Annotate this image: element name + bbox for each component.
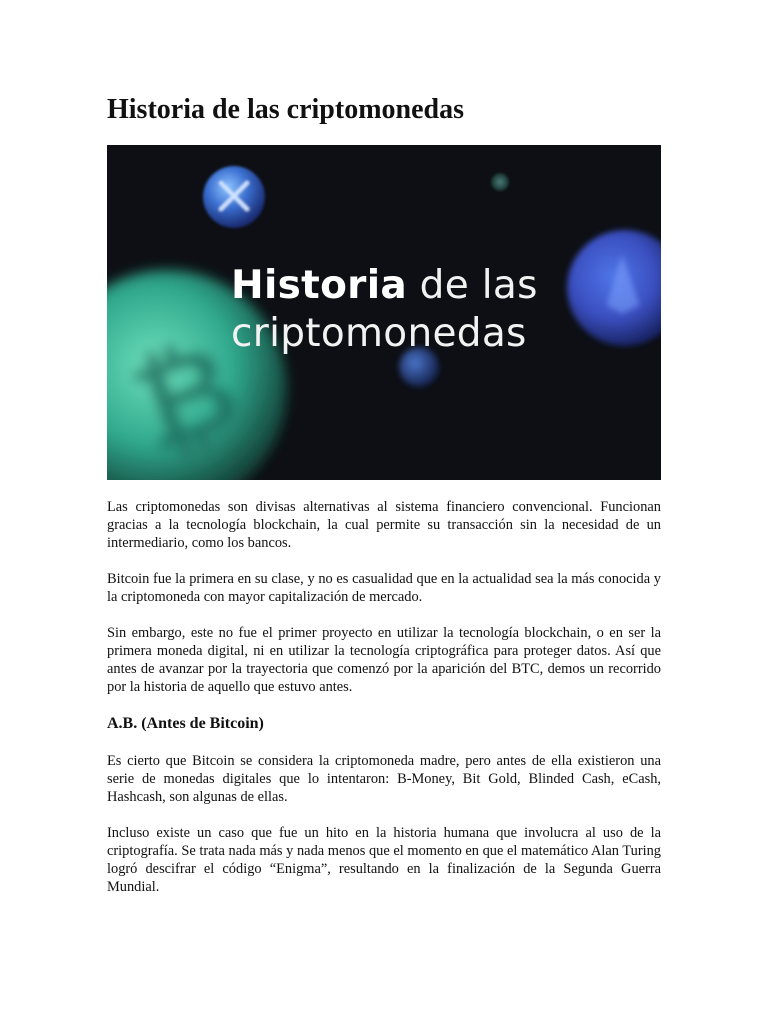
tiny-coin-icon	[491, 173, 509, 191]
hero-caption-line2: criptomonedas	[231, 311, 527, 356]
xrp-coin-icon	[203, 166, 265, 228]
paragraph-intro: Las criptomonedas son divisas alternativas al sistema financiero convencional. Funcionan gracias a la tecnología blockchain, la cual permite su transacción sin la necesidad de un intermediario, como los bancos.	[107, 499, 661, 551]
svg-text:₿: ₿	[116, 316, 256, 480]
page-title: Historia de las criptomonedas	[107, 94, 464, 125]
paragraph-cryptography: Incluso existe un caso que fue un hito en la historia humana que involucra al uso de la criptografía. Se trata nada más y nada menos que el momento en que el matemático Alan Turing logró descifrar el código “Enigma”, resultando en la finalización de la Segunda Guerra Mundial.	[107, 825, 661, 895]
hero-caption	[231, 262, 538, 358]
section-heading: A.B. (Antes de Bitcoin)	[107, 715, 264, 732]
hero-image	[107, 145, 661, 480]
ethereum-coin-icon	[567, 230, 661, 346]
paragraph-blockchain: Sin embargo, este no fue el primer proyecto en utilizar la tecnología blockchain, o en ser la primera moneda digital, ni en utilizar la tecnología criptográfica para proteger datos. Así que antes de avanzar por la trayectoria que comenzó por la aparición del BTC, demos un recorrido por la historia de aquello que estuvo antes.	[107, 625, 661, 695]
hero-caption-line1	[231, 262, 538, 310]
hero-caption-bold: Historia	[231, 263, 407, 308]
paragraph-bitcoin: Bitcoin fue la primera en su clase, y no es casualidad que en la actualidad sea la más conocida y la criptomoneda con mayor capitalización de mercado.	[107, 571, 661, 605]
paragraph-predecessors: Es cierto que Bitcoin se considera la criptomoneda madre, pero antes de ella existieron una serie de monedas digitales que lo intentaron: B-Money, Bit Gold, Blinded Cash, eCash, Hashcash, son algunas de ellas.	[107, 753, 661, 805]
hero-caption-rest: de las	[406, 263, 538, 308]
